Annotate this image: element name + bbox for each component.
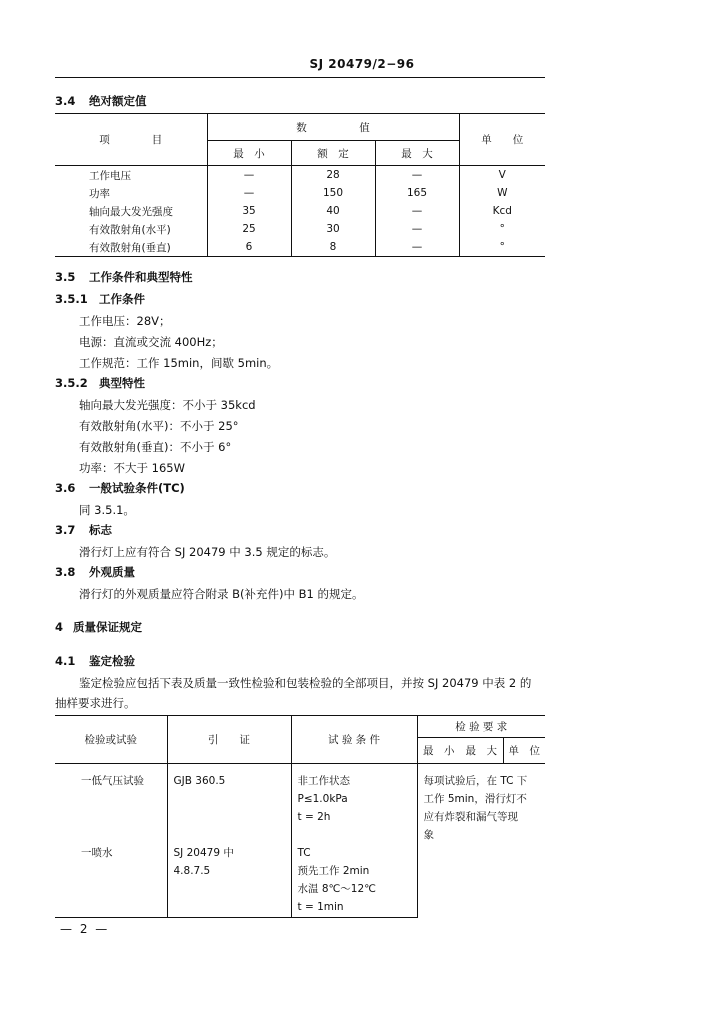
requirement-cell: 每项试验后，在 TC 下 工作 5min，滑行灯不 应有炸裂和漏气等现 象 (417, 764, 545, 918)
col-head-max: 最 大 (460, 738, 503, 764)
section-3-4-heading (55, 93, 147, 109)
document-header: SJ 20479/2−96 (309, 57, 415, 71)
col-head-unit: 单 位 (459, 114, 545, 166)
absolute-ratings-table (55, 113, 545, 257)
header-rule (55, 77, 545, 78)
body-line: 滑行灯的外观质量应符合附录 B(补充件)中 B1 的规定。 (79, 587, 364, 601)
table-row: 有效散射角(水平) 25 30 — ° (55, 220, 545, 238)
col-head-unit: 单 位 (503, 738, 545, 764)
col-head-min: 最 小 (207, 141, 291, 166)
table-row: 有效散射角(垂直) 6 8 — ° (55, 238, 545, 257)
table-row: 一喷水 SJ 20479 中 4.8.7.5 TC 预先工作 2min 水温 8℃～12℃ t = 1min (55, 836, 545, 918)
table-row: 功率 — 150 165 W (55, 184, 545, 202)
body-line: 有效散射角(水平)：不小于 25° (79, 419, 239, 433)
section-4-heading: 4 质量保证规定 (55, 620, 142, 634)
col-head-max: 最 大 (375, 141, 459, 166)
section-3-5-2-heading: 3.5.2 典型特性 (55, 376, 145, 390)
col-head-cond: 试 验 条 件 (291, 716, 417, 764)
body-line: 工作规范：工作 15min，间歇 5min。 (79, 356, 279, 370)
body-line: 抽样要求进行。 (55, 696, 136, 710)
section-3-5-heading: 3.5 工作条件和典型特性 (55, 270, 193, 284)
section-3-5-1-heading: 3.5.1 工作条件 (55, 292, 145, 306)
col-head-rated: 额 定 (291, 141, 375, 166)
body-line: 工作电压：28V； (79, 314, 171, 328)
section-4-1-heading: 4.1 鉴定检验 (55, 654, 135, 668)
body-line: 轴向最大发光强度：不小于 35kcd (79, 398, 256, 412)
col-head-test: 检验或试验 (55, 716, 167, 764)
section-number: 3.4 (55, 94, 76, 108)
body-line: 电源：直流或交流 400Hz； (79, 335, 223, 349)
col-head-item: 项 目 (55, 114, 207, 166)
col-head-ref: 引 证 (167, 716, 291, 764)
body-line: 有效散射角(垂直)：不小于 6° (79, 440, 232, 454)
col-head-values: 数 值 (207, 114, 459, 141)
page-number: — 2 — (60, 922, 110, 936)
body-line: 同 3.5.1。 (79, 503, 135, 517)
col-head-requirement: 检 验 要 求 (417, 716, 545, 738)
body-line: 鉴定检验应包括下表及质量一致性检验和包装检验的全部项目，并按 SJ 20479 中表 2 的 (79, 676, 532, 690)
table-row: 一低气压试验 GJB 360.5 非工作状态 P≤1.0kPa t = 2h 每项试验后，在 TC 下 工作 5min，滑行灯不 应有炸裂和漏气等现 象 (55, 764, 545, 836)
col-head-min: 最 小 (417, 738, 460, 764)
section-3-6-heading: 3.6 一般试验条件(TC) (55, 481, 185, 495)
body-line: 功率：不大于 165W (79, 461, 185, 475)
body-line: 滑行灯上应有符合 SJ 20479 中 3.5 规定的标志。 (79, 545, 336, 559)
qualification-test-table (55, 715, 545, 918)
section-3-7-heading: 3.7 标志 (55, 523, 112, 537)
section-3-8-heading: 3.8 外观质量 (55, 565, 135, 579)
section-title: 绝对额定值 (89, 94, 147, 108)
table-row: 工作电压 — 28 — V (55, 166, 545, 185)
table-row: 轴向最大发光强度 35 40 — Kcd (55, 202, 545, 220)
